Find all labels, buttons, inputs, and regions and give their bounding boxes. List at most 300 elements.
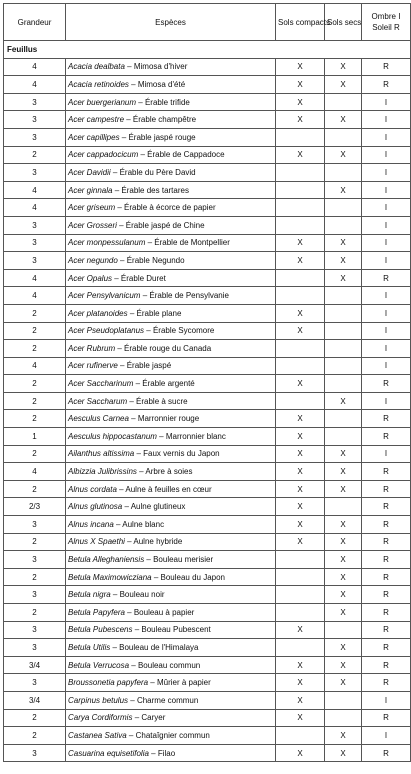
common-name: – Charme commun [128,695,199,705]
sols-secs-cell: X [325,463,362,481]
latin-name: Betula nigra [68,590,111,600]
sols-compacts-cell [276,287,325,305]
common-name: – Bouleau commun [129,660,201,670]
sols-secs-cell [325,304,362,322]
common-name: – Érable jaspé [117,361,172,371]
common-name: – Arbre à soies [136,467,193,477]
exposition-cell: R [362,498,411,516]
exposition-cell: I [362,357,411,375]
species-cell [66,533,276,551]
common-name: – Bouleau noir [110,590,165,600]
sols-compacts-cell: X [276,656,325,674]
common-name: – Érable de Cappadoce [138,150,225,160]
grandeur-cell: 3 [4,164,66,182]
latin-name: Acer rufinerve [68,361,118,371]
common-name: – Érable à écorce de papier [115,203,216,213]
exposition-cell: R [362,744,411,762]
table-row [4,269,411,287]
sols-compacts-cell: X [276,533,325,551]
latin-name: Ailanthus altissima [68,449,135,459]
species-cell [66,674,276,692]
table-row [4,216,411,234]
species-table [3,3,411,762]
common-name: – Érable plane [127,308,182,318]
latin-name: Acer Pseudoplatanus [68,326,145,336]
table-row [4,199,411,217]
latin-name: Acer Saccharum [68,396,128,406]
table-body [4,41,411,762]
common-name: – Érable rouge du Canada [115,343,212,353]
sols-compacts-cell: X [276,674,325,692]
table-row [4,551,411,569]
exposition-cell: R [362,516,411,534]
sols-secs-cell: X [325,551,362,569]
species-cell [66,410,276,428]
grandeur-cell: 3 [4,93,66,111]
table-row [4,709,411,727]
sols-compacts-cell: X [276,375,325,393]
sols-compacts-cell: X [276,93,325,111]
grandeur-cell: 3 [4,586,66,604]
species-cell [66,304,276,322]
grandeur-cell: 4 [4,76,66,94]
common-name: – Chataîgnier commun [126,730,210,740]
sols-compacts-cell [276,639,325,657]
grandeur-cell: 3 [4,639,66,657]
table-row [4,392,411,410]
sols-secs-cell [325,357,362,375]
table-row [4,322,411,340]
table-row [4,128,411,146]
grandeur-cell: 2 [4,727,66,745]
latin-name: Betula Pubescens [68,625,133,635]
latin-name: Alnus cordata [68,484,117,494]
grandeur-cell: 2 [4,410,66,428]
sols-secs-cell: X [325,639,362,657]
common-name: – Érable du Père David [110,167,196,177]
species-cell [66,269,276,287]
sols-compacts-cell: X [276,516,325,534]
table-row [4,164,411,182]
common-name: – Aulne blanc [113,519,165,529]
table-row [4,111,411,129]
latin-name: Acer monpessulanum [68,238,146,248]
common-name: – Mûrier à papier [148,678,211,688]
sols-secs-cell: X [325,76,362,94]
exposition-cell: I [362,392,411,410]
latin-name: Acer buergerianum [68,97,137,107]
exposition-cell: R [362,58,411,76]
exposition-cell: R [362,604,411,622]
common-name: – Érable jaspé rouge [119,132,196,142]
common-name: – Bouleau de l'Himalaya [110,642,199,652]
sols-secs-cell [325,287,362,305]
latin-name: Acer Davidii [68,167,111,177]
latin-name: Acer Pensylvanicum [68,291,141,301]
grandeur-cell: 4 [4,357,66,375]
sols-compacts-cell: X [276,111,325,129]
sols-secs-cell: X [325,656,362,674]
sols-secs-cell [325,691,362,709]
header-grandeur: Grandeur [4,4,66,41]
sols-compacts-cell [276,340,325,358]
exposition-cell: I [362,128,411,146]
sols-secs-cell: X [325,58,362,76]
grandeur-cell: 2 [4,568,66,586]
table-row [4,516,411,534]
species-cell [66,463,276,481]
latin-name: Casuarina equisetifolia [68,748,149,758]
exposition-cell: I [362,727,411,745]
sols-compacts-cell [276,568,325,586]
exposition-cell: R [362,428,411,446]
grandeur-cell: 3 [4,621,66,639]
exposition-cell: R [362,375,411,393]
grandeur-cell: 3 [4,111,66,129]
table-row [4,234,411,252]
latin-name: Alnus X Spaethi [68,537,125,547]
sols-compacts-cell [276,199,325,217]
latin-name: Alnus glutinosa [68,502,123,512]
header-soleil: Soleil R [372,23,400,32]
grandeur-cell: 3 [4,744,66,762]
latin-name: Acer griseum [68,203,116,213]
grandeur-cell: 4 [4,287,66,305]
sols-compacts-cell [276,128,325,146]
species-cell [66,604,276,622]
sols-compacts-cell: X [276,428,325,446]
grandeur-cell: 3 [4,516,66,534]
species-cell [66,322,276,340]
species-cell [66,375,276,393]
header-ombre: Ombre I [371,12,401,21]
sols-secs-cell: X [325,252,362,270]
latin-name: Betula Alleghaniensis [68,555,145,565]
sols-compacts-cell [276,216,325,234]
latin-name: Acer negundo [68,255,118,265]
grandeur-cell: 2 [4,533,66,551]
common-name: – Aulne hybride [124,537,183,547]
sols-secs-cell [325,128,362,146]
sols-secs-cell: X [325,744,362,762]
sols-compacts-cell: X [276,498,325,516]
exposition-cell: R [362,621,411,639]
table-row [4,445,411,463]
exposition-cell: R [362,533,411,551]
grandeur-cell: 2 [4,604,66,622]
exposition-cell: R [362,269,411,287]
sols-compacts-cell [276,392,325,410]
exposition-cell: I [362,445,411,463]
grandeur-cell: 3 [4,128,66,146]
sols-compacts-cell [276,551,325,569]
common-name: – Érable Negundo [117,255,185,265]
species-cell [66,621,276,639]
grandeur-cell: 4 [4,181,66,199]
sols-compacts-cell [276,604,325,622]
exposition-cell: R [362,709,411,727]
table-row [4,727,411,745]
sols-secs-cell: X [325,181,362,199]
table-row [4,621,411,639]
species-cell [66,146,276,164]
exposition-cell: I [362,164,411,182]
exposition-cell: I [362,252,411,270]
species-cell [66,357,276,375]
sols-compacts-cell: X [276,445,325,463]
species-cell [66,340,276,358]
latin-name: Carpinus betulus [68,695,129,705]
table-row [4,691,411,709]
common-name: – Érable de Pensylvanie [140,291,229,301]
table-row [4,304,411,322]
sols-secs-cell: X [325,146,362,164]
latin-name: Castanea Sativa [68,730,127,740]
table-row [4,428,411,446]
sols-secs-cell [325,322,362,340]
latin-name: Aesculus hippocastanum [68,431,157,441]
exposition-cell: I [362,199,411,217]
exposition-cell: I [362,322,411,340]
table-row [4,674,411,692]
grandeur-cell: 3 [4,216,66,234]
header-sols-compacts: Sols compacts [276,4,325,41]
grandeur-cell: 2 [4,392,66,410]
exposition-cell: I [362,691,411,709]
grandeur-cell: 1 [4,428,66,446]
latin-name: Acer Opalus [68,273,113,283]
grandeur-cell: 2 [4,146,66,164]
latin-name: Acer Rubrum [68,343,116,353]
table-row [4,480,411,498]
sols-secs-cell [325,340,362,358]
sols-compacts-cell: X [276,744,325,762]
table-row [4,375,411,393]
table-row [4,463,411,481]
common-name: – Bouleau merisier [144,555,214,565]
sols-compacts-cell [276,269,325,287]
latin-name: Betula Papyfera [68,607,125,617]
species-cell [66,252,276,270]
sols-secs-cell: X [325,533,362,551]
species-cell [66,445,276,463]
species-cell [66,111,276,129]
species-cell [66,691,276,709]
sols-secs-cell: X [325,480,362,498]
common-name: – Érable jaspé de Chine [116,220,205,230]
grandeur-cell: 4 [4,58,66,76]
exposition-cell: R [362,76,411,94]
sols-secs-cell [325,621,362,639]
grandeur-cell: 4 [4,269,66,287]
common-name: – Érable des tartares [112,185,189,195]
common-name: – Mimosa d'été [128,79,186,89]
grandeur-cell: 4 [4,463,66,481]
table-row [4,533,411,551]
latin-name: Acer campestre [68,115,125,125]
sols-compacts-cell: X [276,410,325,428]
common-name: – Bouleau à papier [124,607,195,617]
sols-compacts-cell: X [276,322,325,340]
sols-secs-cell [325,709,362,727]
common-name: – Faux vernis du Japon [134,449,220,459]
species-cell [66,480,276,498]
sols-secs-cell: X [325,445,362,463]
sols-secs-cell: X [325,516,362,534]
sols-secs-cell [325,410,362,428]
latin-name: Acer cappadocicum [68,150,139,160]
latin-name: Acer ginnala [68,185,113,195]
sols-secs-cell: X [325,727,362,745]
sols-secs-cell [325,375,362,393]
sols-secs-cell [325,428,362,446]
grandeur-cell: 4 [4,199,66,217]
latin-name: Betula Utilis [68,642,111,652]
exposition-cell: I [362,146,411,164]
table-row [4,639,411,657]
grandeur-cell: 3/4 [4,656,66,674]
species-cell [66,392,276,410]
species-cell [66,727,276,745]
sols-secs-cell: X [325,604,362,622]
table-row [4,410,411,428]
latin-name: Acacia retinoides [68,79,129,89]
header-row [4,4,411,41]
grandeur-cell: 2/3 [4,498,66,516]
table-row [4,287,411,305]
latin-name: Carya Cordiformis [68,713,133,723]
sols-compacts-cell: X [276,234,325,252]
latin-name: Broussonetia papyfera [68,678,149,688]
common-name: – Aulne glutineux [122,502,186,512]
sols-secs-cell: X [325,674,362,692]
sols-secs-cell: X [325,392,362,410]
table-row [4,93,411,111]
species-cell [66,639,276,657]
sols-secs-cell: X [325,234,362,252]
sols-compacts-cell: X [276,480,325,498]
sols-compacts-cell: X [276,709,325,727]
exposition-cell: I [362,93,411,111]
species-cell [66,76,276,94]
table-row [4,498,411,516]
species-cell [66,234,276,252]
sols-compacts-cell: X [276,621,325,639]
latin-name: Alnus incana [68,519,114,529]
header-especes: Espèces [66,4,276,41]
sols-secs-cell: X [325,111,362,129]
species-cell [66,58,276,76]
common-name: – Bouleau du Japon [151,572,225,582]
species-cell [66,181,276,199]
species-cell [66,199,276,217]
sols-secs-cell: X [325,269,362,287]
sols-compacts-cell [276,727,325,745]
sols-compacts-cell: X [276,691,325,709]
exposition-cell: R [362,568,411,586]
header-sols-secs: Sols secs [325,4,362,41]
latin-name: Albizzia Julibrissins [68,467,137,477]
common-name: – Marronnier rouge [128,414,200,424]
sols-secs-cell: X [325,586,362,604]
table-row [4,568,411,586]
common-name: – Érable trifide [136,97,190,107]
exposition-cell: I [362,304,411,322]
sols-compacts-cell [276,164,325,182]
exposition-cell: R [362,480,411,498]
species-cell [66,93,276,111]
table-row [4,604,411,622]
common-name: – Érable de Montpellier [145,238,230,248]
latin-name: Acer Grosseri [68,220,117,230]
exposition-cell: R [362,639,411,657]
sols-secs-cell [325,216,362,234]
latin-name: Betula Maximowicziana [68,572,152,582]
grandeur-cell: 3 [4,234,66,252]
common-name: – Érable champêtre [124,115,197,125]
sols-compacts-cell: X [276,304,325,322]
latin-name: Acer Saccharinum [68,379,134,389]
table-row [4,656,411,674]
exposition-cell: I [362,181,411,199]
grandeur-cell: 3/4 [4,691,66,709]
grandeur-cell: 2 [4,375,66,393]
table-row [4,181,411,199]
grandeur-cell: 2 [4,322,66,340]
table-row [4,357,411,375]
species-cell [66,287,276,305]
latin-name: Betula Verrucosa [68,660,130,670]
exposition-cell: R [362,656,411,674]
table-row [4,744,411,762]
header-exposition [362,4,411,41]
latin-name: Acer capillipes [68,132,120,142]
common-name: – Érable Sycomore [144,326,215,336]
common-name: – Filao [148,748,176,758]
table-row [4,252,411,270]
sols-compacts-cell: X [276,146,325,164]
exposition-cell: I [362,340,411,358]
section-label: Feuillus [4,41,411,59]
species-cell [66,568,276,586]
species-cell [66,216,276,234]
exposition-cell: R [362,674,411,692]
latin-name: Acer platanoides [68,308,128,318]
exposition-cell: R [362,551,411,569]
sols-compacts-cell: X [276,58,325,76]
sols-secs-cell: X [325,568,362,586]
species-cell [66,709,276,727]
exposition-cell: R [362,410,411,428]
common-name: – Caryer [132,713,166,723]
table-row [4,58,411,76]
species-cell [66,586,276,604]
sols-compacts-cell [276,357,325,375]
exposition-cell: I [362,216,411,234]
table-row [4,146,411,164]
sols-compacts-cell: X [276,463,325,481]
exposition-cell: R [362,463,411,481]
table-row [4,76,411,94]
common-name: – Marronnier blanc [156,431,226,441]
sols-compacts-cell [276,181,325,199]
species-cell [66,498,276,516]
table-row [4,340,411,358]
common-name: – Aulne à feuilles en cœur [116,484,212,494]
section-row [4,41,411,59]
common-name: – Bouleau Pubescent [132,625,211,635]
grandeur-cell: 2 [4,340,66,358]
